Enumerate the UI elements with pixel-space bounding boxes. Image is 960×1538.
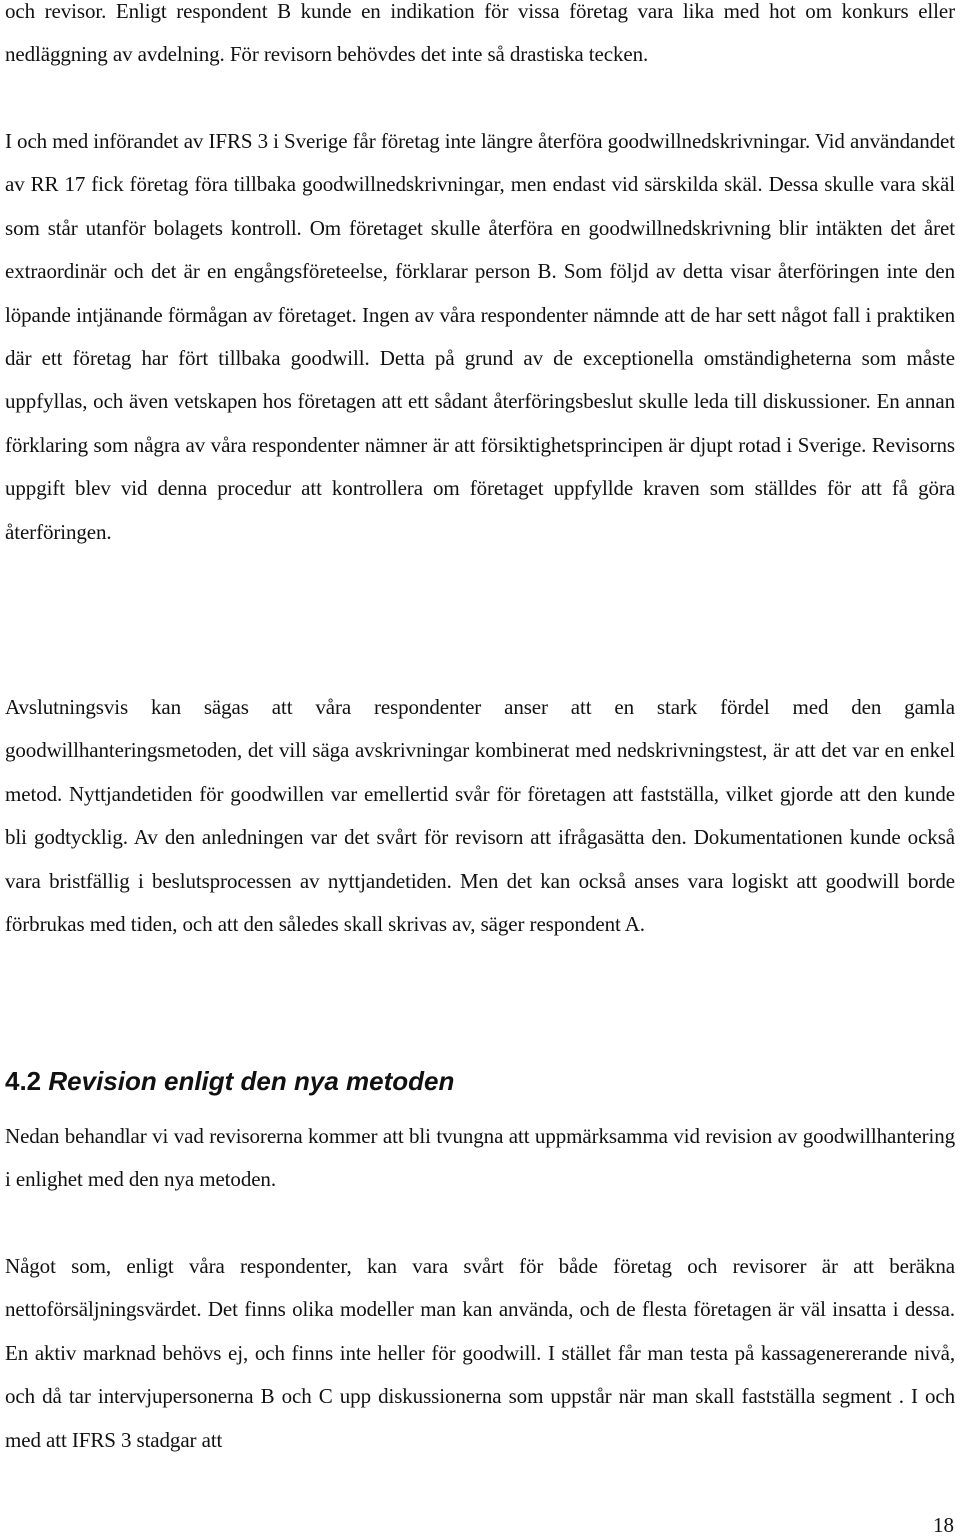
section-title: Revision enligt den nya metoden	[48, 1066, 455, 1096]
paragraph-section-intro: Nedan behandlar vi vad revisorerna kommer att bli tvungna att uppmärksamma vid revision av goodwillhantering i enlighet med den nya metoden.	[5, 1124, 955, 1192]
section-number: 4.2	[5, 1066, 42, 1096]
paragraph-ifrs3-reversal: I och med införandet av IFRS 3 i Sverige får företag inte längre återföra goodwillnedskrivningar. Vid användandet av RR 17 fick företag föra tillbaka goodwillnedskrivningar, men endast vid särskilda skäl. Dessa skulle vara skäl som står utanför bolagets kontroll. Om företaget skulle återföra en goodwillnedskrivning blir intäkten det året extraordinär och det är en engångsföreteelse, förklarar person B. Som följd av detta visar återföringen inte den löpande intjänande förmågan av företaget. Ingen av våra respondenter nämnde att de har sett något fall i praktiken där ett företag har fört tillbaka goodwill. Detta på grund av de exceptionella omständigheterna som måste uppfyllas, och även vetskapen hos företagen att ett sådant återföringsbeslut skulle leda till diskussioner. En annan förklaring som några av våra respondenter nämner är att försiktighetsprincipen är djupt rotad i Sverige. Revisorns uppgift blev vid denna procedur att kontrollera om företaget uppfyllde kraven som ställdes för att få göra återföringen.	[5, 129, 955, 544]
paragraph-respondent-b-indication: och revisor. Enligt respondent B kunde en indikation för vissa företag vara lika med hot om konkurs eller nedläggning av avdelning. För revisorn behövdes det inte så drastiska tecken.	[5, 0, 955, 67]
page-number: 18	[933, 1513, 954, 1537]
paragraph-conclusion-old-method: Avslutningsvis kan sägas att våra respondenter anser att en stark fördel med den gamla goodwillhanteringsmetoden, det vill säga avskrivningar kombinerat med nedskrivningstest, är att det var en enkel metod. Nyttjandetiden för goodwillen var emellertid svår för företagen att fastställa, vilket gjorde att den kunde bli godtycklig. Av den anledningen var det svårt för revisorn att ifrågasätta den. Dokumentationen kunde också vara bristfällig i beslutsprocessen av nyttjandetiden. Men det kan också anses vara logiskt att goodwill borde förbrukas med tiden, och att den således skall skrivas av, säger respondent A.	[5, 695, 955, 937]
section-heading	[5, 1063, 454, 1099]
paragraph-net-sales-value: Något som, enligt våra respondenter, kan vara svårt för både företag och revisorer är att beräkna nettoförsäljningsvärdet. Det finns olika modeller man kan använda, och de flesta företagen är väl insatta i dessa. En aktiv marknad behövs ej, och finns inte heller för goodwill. I stället får man testa på kassagenererande nivå, och då tar intervjupersonerna B och C upp diskussionerna som uppstår när man skall fastställa segment . I och med att IFRS 3 stadgar att	[5, 1254, 955, 1452]
